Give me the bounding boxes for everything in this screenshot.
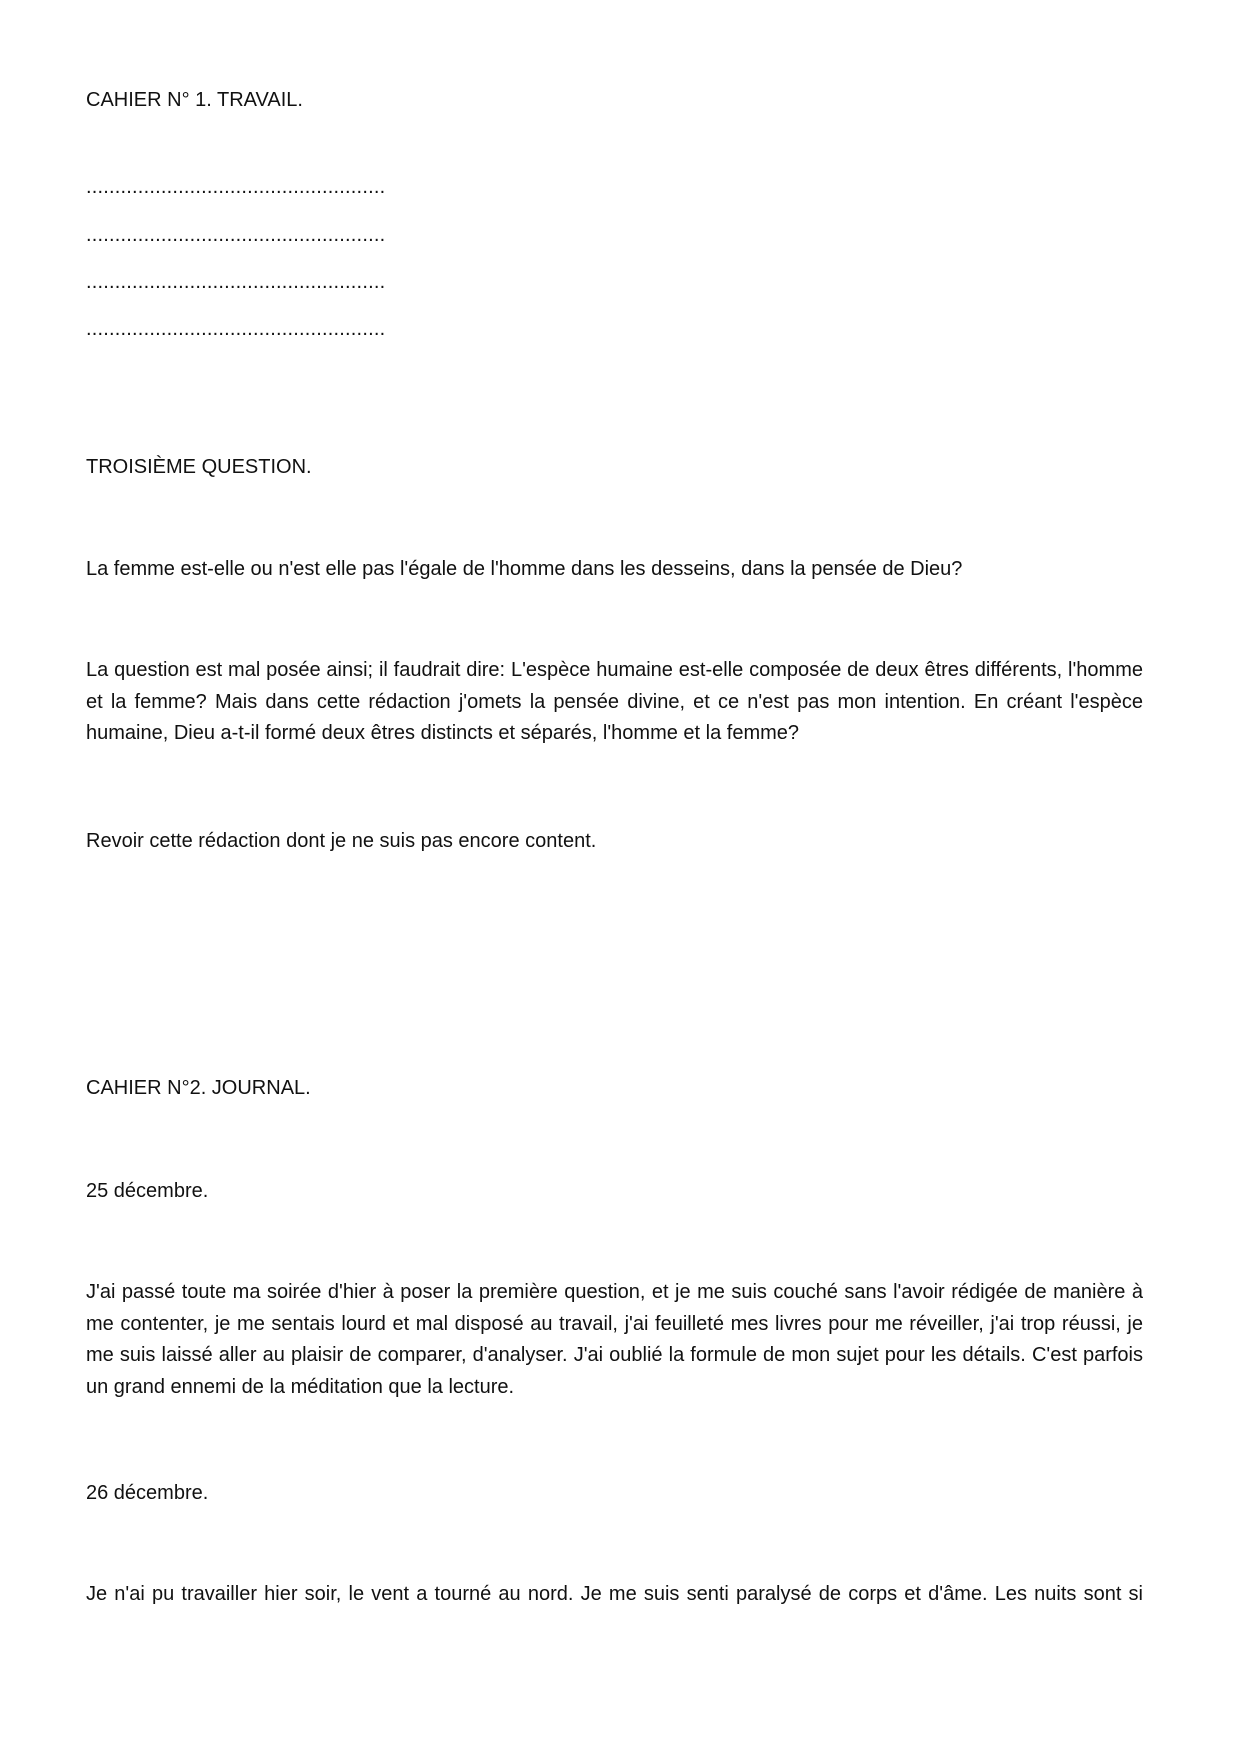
question-text: La femme est-elle ou n'est elle pas l'égale de l'homme dans les desseins, dans la pensée de Dieu? — [86, 558, 963, 580]
journal-date-2: 26 décembre. — [86, 1482, 209, 1504]
ellipsis-line-1: .................................................... — [86, 176, 386, 198]
cahier1-heading: CAHIER N° 1. TRAVAIL. — [86, 89, 303, 111]
ellipsis-line-2: .................................................... — [86, 224, 386, 246]
ellipsis-line-4: .................................................... — [86, 318, 386, 340]
journal-entry-2: Je n'ai pu travailler hier soir, le vent a tourné au nord. Je me suis senti paralysé de corps et d'âme. Les nuits sont si — [86, 1583, 1143, 1605]
cahier2-heading: CAHIER N°2. JOURNAL. — [86, 1077, 311, 1099]
journal-date-1: 25 décembre. — [86, 1180, 209, 1202]
revision-note: Revoir cette rédaction dont je ne suis pas encore content. — [86, 830, 597, 852]
journal-entry-1: J'ai passé toute ma soirée d'hier à poser la première question, et je me suis couché sans l'avoir rédigée de manière à me contenter, je me sentais lourd et mal disposé au travail, j'ai feuilleté mes livres pour me réveiller, j'ai trop réussi, je me suis laissé aller au plaisir de comparer, d'analyser. J'ai oublié la formule de mon sujet pour les détails. C'est parfois un grand ennemi de la méditation que la lecture. — [86, 1281, 1143, 1398]
section-title: TROISIÈME QUESTION. — [86, 456, 312, 478]
ellipsis-line-3: .................................................... — [86, 271, 386, 293]
question-commentary-paragraph: La question est mal posée ainsi; il faudrait dire: L'espèce humaine est-elle composée de deux êtres différents, l'homme et la femme? Mais dans cette rédaction j'omets la pensée divine, et ce n'est pas mon intention. En créant l'espèce humaine, Dieu a-t-il formé deux êtres distincts et séparés, l'homme et la femme? — [86, 659, 1143, 744]
